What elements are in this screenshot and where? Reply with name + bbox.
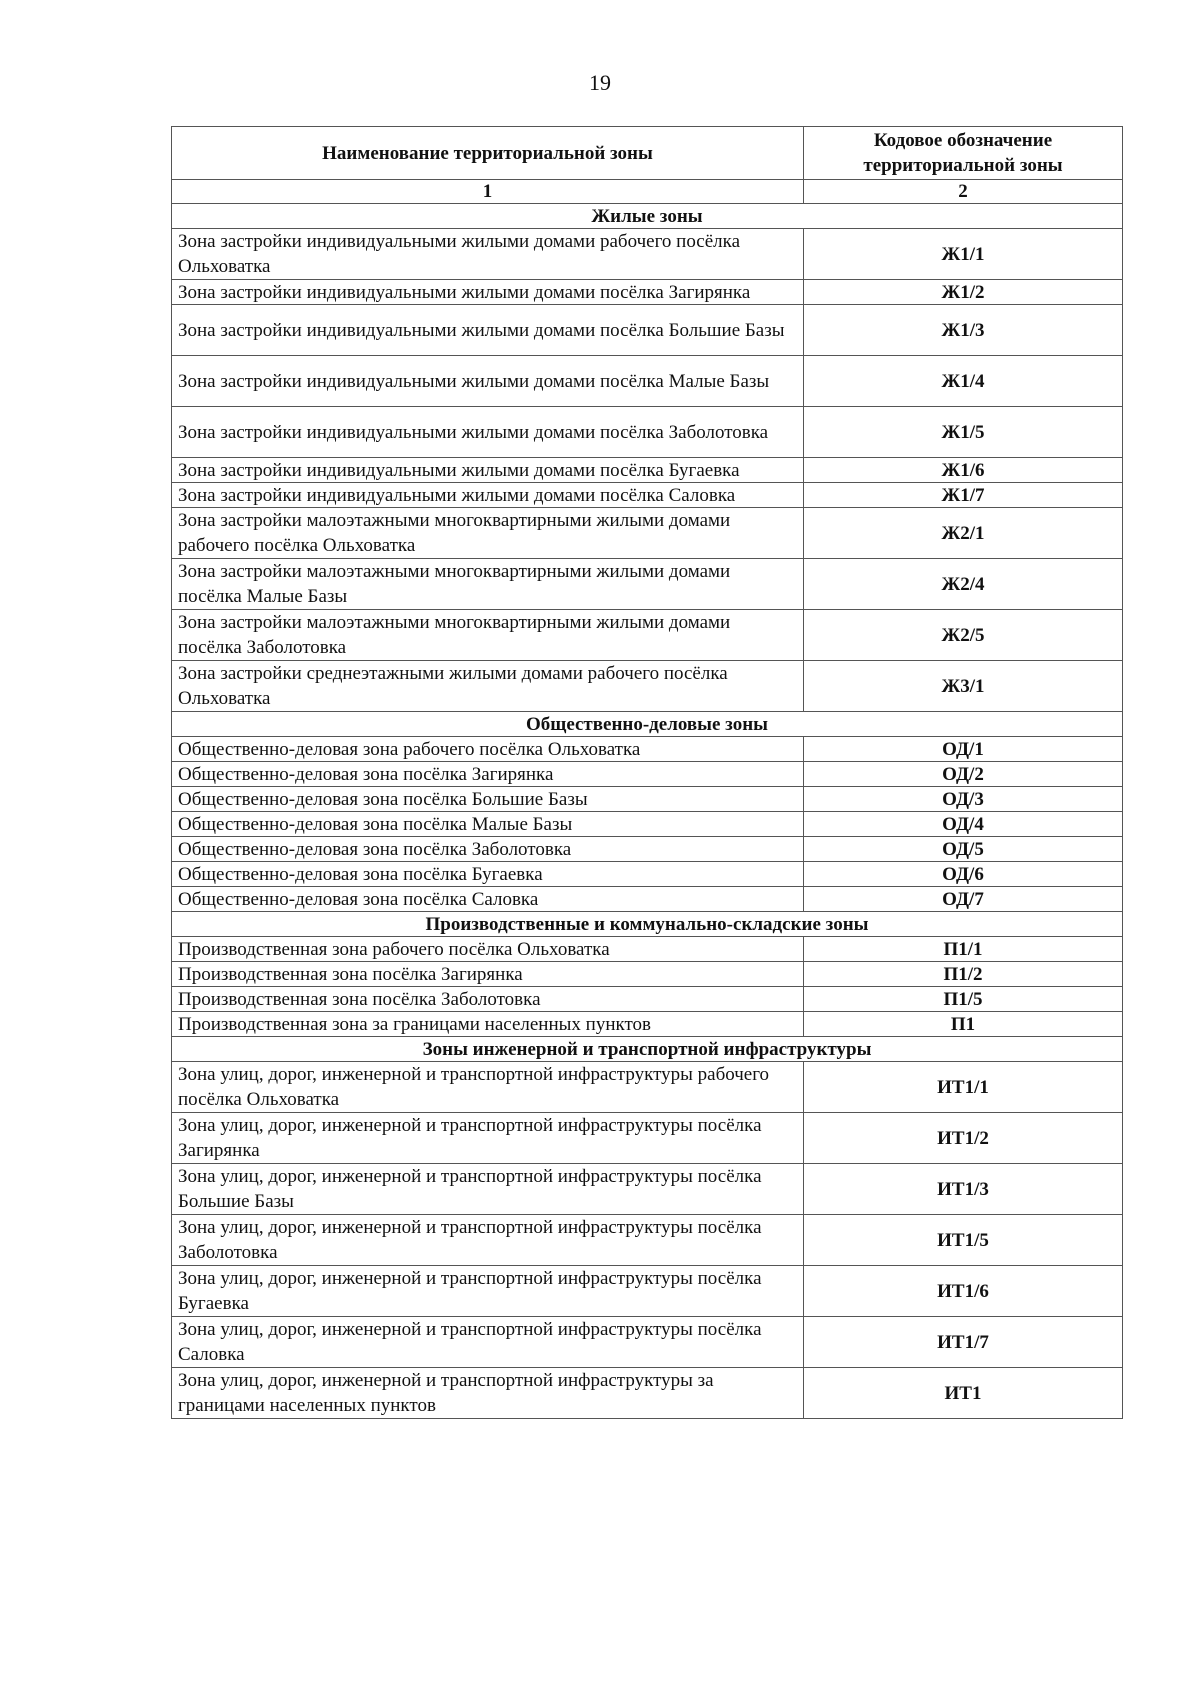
zone-code: П1/2 [804, 962, 1123, 987]
table-row [172, 787, 1123, 812]
table-row [172, 1215, 1123, 1266]
zone-name: Общественно-деловая зона посёлка Малые Базы [172, 812, 804, 837]
table-row [172, 610, 1123, 661]
zone-code: ОД/7 [804, 887, 1123, 912]
table-row [172, 229, 1123, 280]
page-number: 19 [589, 70, 611, 95]
table-row [172, 1113, 1123, 1164]
zone-name: Зона застройки малоэтажными многоквартирными жилыми домами рабочего посёлка Ольховатка [172, 508, 804, 559]
table-row [172, 407, 1123, 458]
table-row [172, 458, 1123, 483]
zone-code: ОД/1 [804, 737, 1123, 762]
table-row [172, 812, 1123, 837]
section-title: Производственные и коммунально-складские зоны [172, 912, 1123, 937]
zone-name: Зона улиц, дорог, инженерной и транспортной инфраструктуры посёлка Бугаевка [172, 1266, 804, 1317]
zone-code: Ж3/1 [804, 661, 1123, 712]
zone-name: Зона застройки индивидуальными жилыми домами посёлка Загирянка [172, 280, 804, 305]
table-row [172, 887, 1123, 912]
zone-code: Ж1/5 [804, 407, 1123, 458]
zone-code: Ж1/7 [804, 483, 1123, 508]
zone-name: Общественно-деловая зона посёлка Бугаевка [172, 862, 804, 887]
table-row [172, 305, 1123, 356]
zone-code: Ж1/1 [804, 229, 1123, 280]
table-row [172, 937, 1123, 962]
table-row [172, 962, 1123, 987]
table-row [172, 280, 1123, 305]
zone-name: Зона застройки малоэтажными многоквартирными жилыми домами посёлка Малые Базы [172, 559, 804, 610]
table-row [172, 1062, 1123, 1113]
section-title: Общественно-деловые зоны [172, 712, 1123, 737]
zone-name: Общественно-деловая зона рабочего посёлка Ольховатка [172, 737, 804, 762]
table-header-row [172, 127, 1123, 180]
table-row [172, 737, 1123, 762]
column-number-2: 2 [804, 180, 1123, 204]
table-row [172, 762, 1123, 787]
table-row [172, 1317, 1123, 1368]
table-row [172, 837, 1123, 862]
zone-code: ИТ1/5 [804, 1215, 1123, 1266]
zone-name: Зона застройки индивидуальными жилыми домами посёлка Саловка [172, 483, 804, 508]
zone-name: Зона застройки индивидуальными жилыми домами посёлка Малые Базы [172, 356, 804, 407]
zone-code: ОД/4 [804, 812, 1123, 837]
table-row [172, 483, 1123, 508]
zone-code: Ж1/6 [804, 458, 1123, 483]
zone-code: ИТ1/6 [804, 1266, 1123, 1317]
zone-code: ИТ1/3 [804, 1164, 1123, 1215]
zone-name: Зона застройки индивидуальными жилыми домами посёлка Бугаевка [172, 458, 804, 483]
zone-code: П1/5 [804, 987, 1123, 1012]
zone-code: Ж2/1 [804, 508, 1123, 559]
table-row [172, 1266, 1123, 1317]
zone-name: Зона улиц, дорог, инженерной и транспортной инфраструктуры рабочего посёлка Ольховатка [172, 1062, 804, 1113]
zone-name: Зона улиц, дорог, инженерной и транспортной инфраструктуры посёлка Заболотовка [172, 1215, 804, 1266]
zone-code: Ж1/3 [804, 305, 1123, 356]
section-title: Зоны инженерной и транспортной инфраструктуры [172, 1037, 1123, 1062]
zone-name: Производственная зона посёлка Загирянка [172, 962, 804, 987]
zone-name: Производственная зона за границами населенных пунктов [172, 1012, 804, 1037]
zones-table [171, 126, 1123, 1419]
zone-name: Производственная зона рабочего посёлка Ольховатка [172, 937, 804, 962]
section-row [172, 912, 1123, 937]
zone-code: ОД/5 [804, 837, 1123, 862]
zone-name: Зона застройки среднеэтажными жилыми домами рабочего посёлка Ольховатка [172, 661, 804, 712]
table-row [172, 508, 1123, 559]
zone-code: Ж1/4 [804, 356, 1123, 407]
zone-code: Ж1/2 [804, 280, 1123, 305]
zones-table-body [172, 204, 1123, 1419]
table-row [172, 559, 1123, 610]
zone-name: Зона улиц, дорог, инженерной и транспортной инфраструктуры за границами населенных пунктов [172, 1368, 804, 1419]
table-row [172, 987, 1123, 1012]
zone-code: ИТ1 [804, 1368, 1123, 1419]
table-row [172, 1368, 1123, 1419]
table-row [172, 661, 1123, 712]
zone-name: Общественно-деловая зона посёлка Саловка [172, 887, 804, 912]
header-zone-code: Кодовое обозначение территориальной зоны [804, 127, 1123, 180]
zone-name: Производственная зона посёлка Заболотовка [172, 987, 804, 1012]
column-number-1: 1 [172, 180, 804, 204]
zone-name: Общественно-деловая зона посёлка Большие Базы [172, 787, 804, 812]
zone-name: Зона застройки индивидуальными жилыми домами посёлка Заболотовка [172, 407, 804, 458]
zone-code: Ж2/5 [804, 610, 1123, 661]
zone-name: Зона застройки индивидуальными жилыми домами посёлка Большие Базы [172, 305, 804, 356]
table-row [172, 356, 1123, 407]
zone-name: Общественно-деловая зона посёлка Загирянка [172, 762, 804, 787]
zone-code: ИТ1/7 [804, 1317, 1123, 1368]
zone-name: Общественно-деловая зона посёлка Заболотовка [172, 837, 804, 862]
zone-code: П1 [804, 1012, 1123, 1037]
section-title: Жилые зоны [172, 204, 1123, 229]
zone-name: Зона застройки малоэтажными многоквартирными жилыми домами посёлка Заболотовка [172, 610, 804, 661]
zone-code: ИТ1/1 [804, 1062, 1123, 1113]
section-row [172, 204, 1123, 229]
zone-name: Зона улиц, дорог, инженерной и транспортной инфраструктуры посёлка Саловка [172, 1317, 804, 1368]
section-row [172, 1037, 1123, 1062]
zone-code: ОД/6 [804, 862, 1123, 887]
zone-code: ИТ1/2 [804, 1113, 1123, 1164]
table-row [172, 862, 1123, 887]
header-zone-name: Наименование территориальной зоны [172, 127, 804, 180]
column-number-row [172, 180, 1123, 204]
zone-name: Зона улиц, дорог, инженерной и транспортной инфраструктуры посёлка Большие Базы [172, 1164, 804, 1215]
zone-name: Зона застройки индивидуальными жилыми домами рабочего посёлка Ольховатка [172, 229, 804, 280]
zone-name: Зона улиц, дорог, инженерной и транспортной инфраструктуры посёлка Загирянка [172, 1113, 804, 1164]
zone-code: ОД/3 [804, 787, 1123, 812]
table-row [172, 1012, 1123, 1037]
table-row [172, 1164, 1123, 1215]
section-row [172, 712, 1123, 737]
zone-code: ОД/2 [804, 762, 1123, 787]
zone-code: П1/1 [804, 937, 1123, 962]
zone-code: Ж2/4 [804, 559, 1123, 610]
